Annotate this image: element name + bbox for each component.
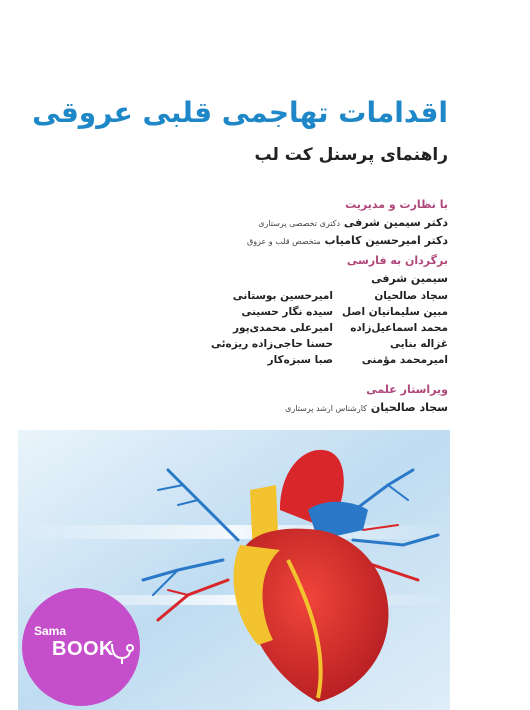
stethoscope-icon [108,640,138,670]
logo-text-book: BOOK [52,638,114,660]
translators-list [210,290,448,366]
translator-name: محمد اسماعیل‌زاده [350,322,448,334]
translator-first: سیمین شرفی [371,272,448,285]
editor-line [285,401,448,414]
book-title: اقدامات تهاجمی قلبی عروقی [32,96,448,129]
samabook-logo [22,588,140,706]
translator-name: صبا سبزه‌کار [267,354,333,366]
editor-name: سجاد صالحیان [370,401,448,414]
logo-text-sama: Sama [34,624,67,638]
supervisor-2-role: متخصص قلب و عروق [246,237,321,246]
translator-name: امیرعلی محمدی‌پور [232,322,333,334]
supervisor-1 [258,216,448,229]
translator-name: امیرحسین بوستانی [232,290,333,302]
translator-name: سجاد صالحیان [374,290,448,302]
supervisor-2-name: دکتر امیرحسین کامیاب [324,234,448,247]
editor-heading: ویراستار علمی [366,383,448,396]
supervisor-1-role: دکتری تخصصی پرستاری [258,219,341,228]
translator-name: سیده نگار حسینی [241,306,333,318]
translators-heading: برگردان به فارسی [346,254,448,267]
supervisor-1-name: دکتر سیمین شرفی [343,216,448,229]
translator-name: حسنا حاجی‌زاده ریزه‌ئی [210,338,333,350]
translator-name: غزاله بنایی [389,338,448,350]
supervision-heading: با نظارت و مدیریت [345,198,448,211]
editor-role: کارشناس ارشد پرستاری [285,404,367,413]
supervisor-2 [247,234,448,247]
translator-name: مبین سلیمانیان اصل [342,306,448,318]
translator-name: امیرمحمد مؤمنی [361,354,448,366]
book-subtitle: راهنمای پرسنل کت لب [254,145,448,165]
